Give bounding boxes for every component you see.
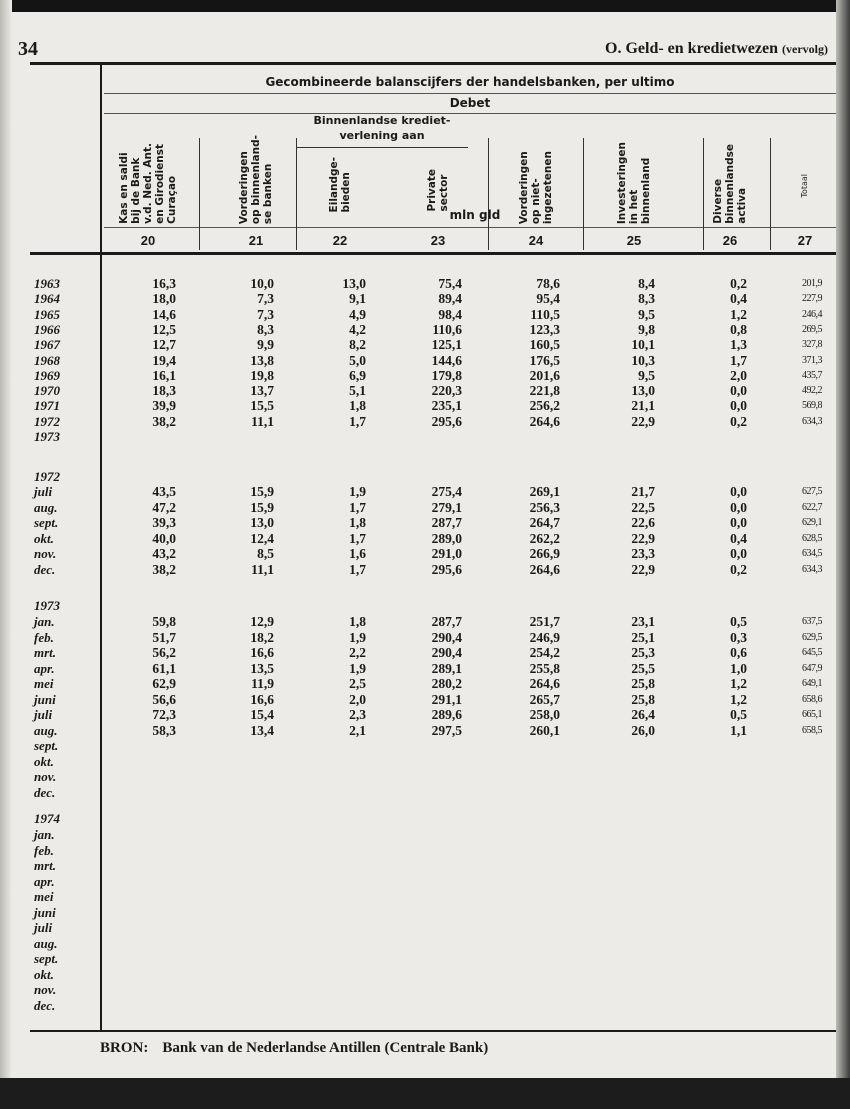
cell-col-25: 10,1 xyxy=(631,337,655,353)
row-label: sept. xyxy=(34,515,59,531)
table-bottom-rule xyxy=(30,1030,836,1032)
cell-col-24: 262,2 xyxy=(529,530,560,546)
cell-col-26: 0,5 xyxy=(730,614,747,629)
cell-col-23: 295,6 xyxy=(431,413,462,429)
chapter-title-text: O. Geld- en kredietwezen xyxy=(605,40,779,57)
cell-col-23: 125,1 xyxy=(431,337,462,353)
column-header-23: Private sector xyxy=(426,169,450,212)
column-header-25: Investeringen in het binnenland xyxy=(616,141,652,224)
cell-col-27: 647,9 xyxy=(802,662,822,674)
cell-col-24: 266,9 xyxy=(529,546,560,562)
cell-col-20: 19,4 xyxy=(152,352,176,368)
cell-col-21: 13,0 xyxy=(250,515,274,531)
cell-col-24: 269,1 xyxy=(529,484,560,499)
row-label: jan. xyxy=(34,827,55,842)
cell-col-25: 8,3 xyxy=(638,291,655,307)
row-label: mei xyxy=(34,676,54,691)
cell-col-25: 21,1 xyxy=(631,398,655,414)
cell-col-20: 61,1 xyxy=(152,660,176,676)
cell-col-22: 1,8 xyxy=(349,398,366,414)
cell-col-21: 10,0 xyxy=(250,276,274,291)
row-label: mrt. xyxy=(34,858,57,873)
cell-col-25: 13,0 xyxy=(631,383,655,399)
cell-col-22: 4,9 xyxy=(349,306,366,322)
cell-col-26: 0,0 xyxy=(730,515,747,531)
debet-underline xyxy=(104,113,836,114)
cell-col-22: 2,5 xyxy=(349,676,366,691)
chapter-title-suffix: (vervolg) xyxy=(782,42,828,56)
cell-col-23: 179,8 xyxy=(431,367,462,383)
cell-col-21: 15,4 xyxy=(250,707,274,722)
cell-col-20: 18,0 xyxy=(152,291,176,307)
cell-col-24: 251,7 xyxy=(529,614,560,629)
cell-col-27: 634,5 xyxy=(802,548,822,560)
cell-col-22: 1,9 xyxy=(349,484,366,499)
cell-col-25: 22,6 xyxy=(631,515,655,531)
cell-col-23: 297,5 xyxy=(431,722,462,738)
row-label: juni xyxy=(34,904,56,920)
row-label: 1964 xyxy=(34,291,60,307)
cell-col-21: 7,3 xyxy=(257,306,274,322)
cell-col-23: 275,4 xyxy=(431,484,462,499)
scan-bottom-edge xyxy=(0,1078,850,1109)
cell-col-25: 26,4 xyxy=(631,707,655,722)
title-underline xyxy=(104,93,836,94)
cell-col-21: 16,6 xyxy=(250,645,274,660)
cell-col-26: 0,5 xyxy=(730,707,747,722)
cell-col-20: 56,2 xyxy=(152,645,176,660)
cell-col-25: 21,7 xyxy=(631,484,655,499)
cell-col-26: 0,6 xyxy=(730,645,747,660)
cell-col-22: 6,9 xyxy=(349,367,366,383)
cell-col-25: 22,9 xyxy=(631,562,655,577)
row-label: sept. xyxy=(34,951,59,966)
column-number-27: 27 xyxy=(797,233,813,248)
cell-col-26: 2,0 xyxy=(730,367,747,383)
cell-col-27: 246,4 xyxy=(802,308,822,320)
cell-col-27: 269,5 xyxy=(802,323,822,335)
cell-col-22: 1,7 xyxy=(349,562,366,577)
row-label: dec. xyxy=(34,562,56,577)
cell-col-23: 295,6 xyxy=(431,562,462,577)
cell-col-22: 5,0 xyxy=(349,352,366,368)
unit-underline xyxy=(104,227,836,228)
cell-col-26: 1,2 xyxy=(730,691,747,707)
row-label: nov. xyxy=(34,982,57,997)
cell-col-24: 264,6 xyxy=(529,562,560,577)
cell-col-24: 265,7 xyxy=(529,691,560,707)
cell-col-21: 9,9 xyxy=(257,337,274,353)
top-rule xyxy=(30,62,836,65)
cell-col-24: 264,7 xyxy=(529,515,560,531)
cell-col-27: 327,8 xyxy=(802,339,822,351)
cell-col-24: 264,6 xyxy=(529,676,560,691)
row-label: 1970 xyxy=(34,383,60,399)
stub-divider xyxy=(100,65,102,1031)
cell-col-23: 235,1 xyxy=(431,398,462,414)
cell-col-21: 15,5 xyxy=(250,398,274,414)
cell-col-21: 8,5 xyxy=(257,546,274,562)
column-header-24: Vorderingen op niet- ingezetenen xyxy=(518,150,554,224)
cell-col-23: 280,2 xyxy=(431,676,462,691)
cell-col-24: 110,5 xyxy=(530,306,560,322)
cell-col-23: 220,3 xyxy=(431,383,462,399)
cell-col-21: 8,3 xyxy=(257,321,274,337)
cell-col-20: 58,3 xyxy=(152,722,176,738)
scan-top-edge xyxy=(0,0,850,12)
cell-col-22: 2,3 xyxy=(349,707,366,722)
column-header-26: Diverse binnenlandse activa xyxy=(712,144,748,224)
cell-col-21: 13,8 xyxy=(250,352,274,368)
row-label: juli xyxy=(34,920,53,935)
cell-col-27: 649,1 xyxy=(802,678,822,689)
cell-col-22: 1,7 xyxy=(349,499,366,515)
column-number-23: 23 xyxy=(430,233,446,248)
cell-col-27: 201,9 xyxy=(802,278,822,289)
cell-col-26: 0,0 xyxy=(730,484,747,499)
row-label: 1967 xyxy=(34,337,60,353)
cell-col-26: 0,0 xyxy=(730,546,747,562)
cell-col-24: 264,6 xyxy=(529,413,560,429)
section-heading: 1974 xyxy=(34,811,60,826)
group-underline xyxy=(296,147,468,148)
cell-col-24: 256,3 xyxy=(529,499,560,515)
cell-col-26: 0,0 xyxy=(730,499,747,515)
cell-col-20: 51,7 xyxy=(152,629,176,645)
cell-col-23: 110,6 xyxy=(432,321,462,337)
column-header-21: Vorderingen op binnenland- se banken xyxy=(238,134,274,224)
cell-col-24: 221,8 xyxy=(529,383,560,399)
cell-col-23: 279,1 xyxy=(431,499,462,515)
cell-col-25: 25,5 xyxy=(631,660,655,676)
row-label: apr. xyxy=(34,660,55,676)
row-label: nov. xyxy=(34,769,57,784)
cell-col-23: 75,4 xyxy=(438,276,462,291)
row-label: okt. xyxy=(34,530,54,546)
cell-col-20: 16,3 xyxy=(152,276,176,291)
cell-col-23: 287,7 xyxy=(431,515,462,531)
cell-col-20: 18,3 xyxy=(152,383,176,399)
cell-col-20: 72,3 xyxy=(152,707,176,722)
cell-col-26: 0,0 xyxy=(730,398,747,414)
cell-col-27: 435,7 xyxy=(802,369,822,381)
col-divider xyxy=(199,138,200,250)
cell-col-26: 1,7 xyxy=(730,352,747,368)
cell-col-27: 634,3 xyxy=(802,564,822,575)
cell-col-26: 1,1 xyxy=(730,722,747,738)
col-divider xyxy=(703,138,704,250)
cell-col-27: 492,2 xyxy=(802,385,822,397)
cell-col-20: 40,0 xyxy=(152,530,176,546)
row-label: 1965 xyxy=(34,306,60,322)
cell-col-27: 629,1 xyxy=(802,517,822,529)
cell-col-27: 645,5 xyxy=(802,647,822,658)
cell-col-21: 18,2 xyxy=(250,629,274,645)
cell-col-22: 4,2 xyxy=(349,321,366,337)
cell-col-22: 2,2 xyxy=(349,645,366,660)
row-label: 1971 xyxy=(34,398,60,414)
column-number-22: 22 xyxy=(332,233,348,248)
row-label: mei xyxy=(34,889,54,904)
row-label: dec. xyxy=(34,997,56,1013)
cell-col-24: 260,1 xyxy=(529,722,560,738)
cell-col-20: 43,5 xyxy=(152,484,176,499)
cell-col-20: 14,6 xyxy=(152,306,176,322)
cell-col-24: 160,5 xyxy=(529,337,560,353)
cell-col-27: 628,5 xyxy=(802,532,822,544)
row-label: 1972 xyxy=(34,413,60,429)
cell-col-25: 25,1 xyxy=(631,629,655,645)
page-gutter-shade xyxy=(0,0,12,1109)
source-text: Bank van de Nederlandse Antillen (Centrale Bank) xyxy=(162,1040,489,1056)
cell-col-21: 13,4 xyxy=(250,722,274,738)
cell-col-23: 290,4 xyxy=(431,645,462,660)
cell-col-23: 287,7 xyxy=(431,614,462,629)
cell-col-27: 637,5 xyxy=(802,616,822,627)
cell-col-26: 1,2 xyxy=(730,306,747,322)
cell-col-21: 11,1 xyxy=(251,413,274,429)
group-header: Binnenlandse krediet- verlening aan xyxy=(313,114,451,142)
cell-col-25: 25,3 xyxy=(631,645,655,660)
cell-col-25: 22,5 xyxy=(631,499,655,515)
cell-col-21: 15,9 xyxy=(250,484,274,499)
row-label: juni xyxy=(34,691,56,707)
cell-col-24: 254,2 xyxy=(529,645,560,660)
cell-col-25: 8,4 xyxy=(638,276,655,291)
cell-col-24: 255,8 xyxy=(529,660,560,676)
cell-col-26: 0,4 xyxy=(730,291,747,307)
cell-col-25: 23,3 xyxy=(631,546,655,562)
cell-col-25: 22,9 xyxy=(631,413,655,429)
row-label: apr. xyxy=(34,873,55,889)
cell-col-22: 9,1 xyxy=(349,291,366,307)
row-label: 1966 xyxy=(34,321,60,337)
source-note xyxy=(100,1040,502,1057)
cell-col-24: 258,0 xyxy=(529,707,560,722)
cell-col-20: 59,8 xyxy=(152,614,176,629)
cell-col-20: 39,3 xyxy=(152,515,176,531)
cell-col-20: 38,2 xyxy=(152,413,176,429)
cell-col-24: 123,3 xyxy=(529,321,560,337)
cell-col-25: 9,5 xyxy=(638,367,655,383)
cell-col-23: 291,1 xyxy=(431,691,462,707)
cell-col-22: 1,8 xyxy=(349,515,366,531)
source-prefix: BRON: xyxy=(100,1040,149,1056)
row-label: 1968 xyxy=(34,352,60,368)
cell-col-23: 89,4 xyxy=(438,291,462,307)
cell-col-27: 629,5 xyxy=(802,631,822,643)
cell-col-27: 622,7 xyxy=(802,501,822,513)
cell-col-23: 290,4 xyxy=(431,629,462,645)
scan-right-edge xyxy=(836,0,850,1109)
page-number: 34 xyxy=(18,38,38,60)
cell-col-20: 12,5 xyxy=(152,321,176,337)
row-label: feb. xyxy=(34,842,54,858)
table-title: Gecombineerde balanscijfers der handelsbanken, per ultimo xyxy=(265,75,675,89)
cell-col-23: 144,6 xyxy=(431,352,462,368)
column-header-27: Totaal xyxy=(800,174,809,198)
cell-col-20: 12,7 xyxy=(152,337,176,353)
cell-col-25: 9,5 xyxy=(638,306,655,322)
row-label: sept. xyxy=(34,738,59,753)
cell-col-27: 371,3 xyxy=(802,354,822,366)
cell-col-26: 0,2 xyxy=(730,276,747,291)
col-divider xyxy=(488,138,489,250)
row-label: 1963 xyxy=(34,276,60,291)
cell-col-23: 289,0 xyxy=(431,530,462,546)
row-label: jan. xyxy=(34,614,55,629)
cell-col-24: 246,9 xyxy=(529,629,560,645)
cell-col-25: 10,3 xyxy=(631,352,655,368)
cell-col-21: 7,3 xyxy=(257,291,274,307)
cell-col-20: 38,2 xyxy=(152,562,176,577)
cell-col-22: 1,8 xyxy=(349,614,366,629)
cell-col-23: 289,1 xyxy=(431,660,462,676)
column-number-24: 24 xyxy=(528,233,544,248)
cell-col-24: 176,5 xyxy=(529,352,560,368)
cell-col-25: 25,8 xyxy=(631,691,655,707)
cell-col-21: 16,6 xyxy=(250,691,274,707)
cell-col-25: 23,1 xyxy=(631,614,655,629)
cell-col-24: 256,2 xyxy=(529,398,560,414)
column-number-20: 20 xyxy=(140,233,156,248)
cell-col-22: 2,1 xyxy=(349,722,366,738)
cell-col-27: 634,3 xyxy=(802,415,822,427)
cell-col-22: 1,7 xyxy=(349,530,366,546)
cell-col-27: 658,5 xyxy=(802,724,822,736)
cell-col-21: 15,9 xyxy=(250,499,274,515)
cell-col-20: 56,6 xyxy=(152,691,176,707)
cell-col-21: 12,4 xyxy=(250,530,274,546)
cell-col-22: 1,7 xyxy=(349,413,366,429)
row-label: nov. xyxy=(34,546,57,562)
cell-col-25: 9,8 xyxy=(638,321,655,337)
cell-col-27: 658,6 xyxy=(802,693,822,705)
debet-label: Debet xyxy=(449,96,491,110)
row-label: 1973 xyxy=(34,429,60,444)
cell-col-27: 665,1 xyxy=(802,709,822,720)
cell-col-20: 16,1 xyxy=(152,367,176,383)
cell-col-21: 11,9 xyxy=(251,676,274,691)
cell-col-22: 2,0 xyxy=(349,691,366,707)
cell-col-22: 1,9 xyxy=(349,660,366,676)
row-label: dec. xyxy=(34,784,56,800)
cell-col-26: 1,2 xyxy=(730,676,747,691)
section-heading: 1972 xyxy=(34,469,60,484)
cell-col-26: 0,0 xyxy=(730,383,747,399)
cell-col-20: 62,9 xyxy=(152,676,176,691)
cell-col-26: 0,2 xyxy=(730,562,747,577)
row-label: feb. xyxy=(34,629,54,645)
cell-col-21: 19,8 xyxy=(250,367,274,383)
row-label: 1969 xyxy=(34,367,60,383)
cell-col-20: 43,2 xyxy=(152,546,176,562)
cell-col-22: 13,0 xyxy=(342,276,366,291)
column-number-25: 25 xyxy=(626,233,642,248)
row-label: mrt. xyxy=(34,645,57,660)
column-header-22: Eilandge- bieden xyxy=(328,156,352,212)
cell-col-27: 627,5 xyxy=(802,486,822,497)
row-label: aug. xyxy=(34,722,58,738)
row-label: okt. xyxy=(34,966,54,982)
cell-col-26: 0,8 xyxy=(730,321,747,337)
cell-col-24: 95,4 xyxy=(536,291,560,307)
cell-col-23: 98,4 xyxy=(438,306,462,322)
cell-col-25: 22,9 xyxy=(631,530,655,546)
row-label: juli xyxy=(34,484,53,499)
cell-col-26: 0,4 xyxy=(730,530,747,546)
cell-col-20: 39,9 xyxy=(152,398,176,414)
chapter-title xyxy=(605,40,828,58)
cell-col-22: 1,6 xyxy=(349,546,366,562)
cell-col-25: 25,8 xyxy=(631,676,655,691)
header-bottom-rule xyxy=(30,252,836,255)
col-divider xyxy=(583,138,584,250)
row-label: aug. xyxy=(34,499,58,515)
section-heading: 1973 xyxy=(34,598,60,613)
cell-col-21: 13,5 xyxy=(250,660,274,676)
cell-col-26: 0,3 xyxy=(730,629,747,645)
cell-col-23: 289,6 xyxy=(431,707,462,722)
cell-col-27: 227,9 xyxy=(802,293,822,305)
col-divider xyxy=(770,138,771,250)
column-number-26: 26 xyxy=(722,233,738,248)
cell-col-25: 26,0 xyxy=(631,722,655,738)
row-label: okt. xyxy=(34,753,54,769)
cell-col-22: 5,1 xyxy=(349,383,366,399)
unit-label: mln gld xyxy=(449,208,501,222)
cell-col-20: 47,2 xyxy=(152,499,176,515)
column-number-21: 21 xyxy=(248,233,264,248)
cell-col-26: 0,2 xyxy=(730,413,747,429)
row-label: juli xyxy=(34,707,53,722)
column-header-20: Kas en saldi bij de Bank v.d. Ned. Ant. en Girodienst Curaçao xyxy=(118,143,178,224)
cell-col-21: 13,7 xyxy=(250,383,274,399)
row-label: aug. xyxy=(34,935,58,951)
cell-col-21: 12,9 xyxy=(250,614,274,629)
cell-col-24: 78,6 xyxy=(536,276,560,291)
cell-col-23: 291,0 xyxy=(431,546,462,562)
cell-col-27: 569,8 xyxy=(802,400,822,412)
cell-col-22: 8,2 xyxy=(349,337,366,353)
cell-col-21: 11,1 xyxy=(251,562,274,577)
cell-col-26: 1,0 xyxy=(730,660,747,676)
cell-col-26: 1,3 xyxy=(730,337,747,353)
cell-col-22: 1,9 xyxy=(349,629,366,645)
cell-col-24: 201,6 xyxy=(529,367,560,383)
col-divider xyxy=(296,138,297,250)
